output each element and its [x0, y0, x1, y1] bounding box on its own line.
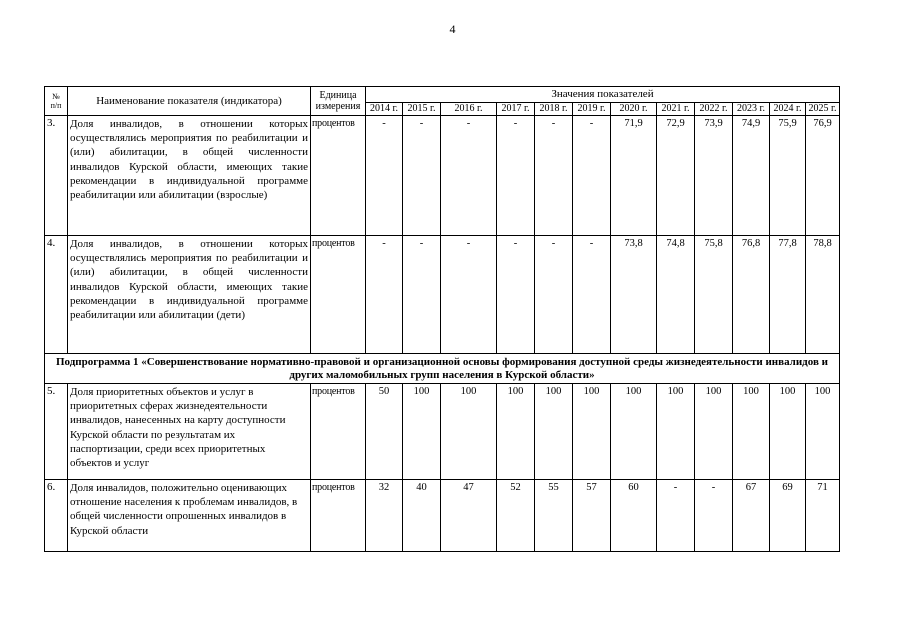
value-cell: 100 — [441, 384, 497, 480]
value-cell: - — [573, 236, 611, 354]
header-unit: Единица измерения — [311, 87, 366, 116]
header-year: 2025 г. — [806, 103, 840, 116]
value-cell: 72,9 — [657, 116, 695, 236]
indicators-table — [44, 86, 840, 552]
page-number: 4 — [449, 22, 456, 36]
value-cell: 55 — [535, 480, 573, 552]
header-num — [45, 87, 68, 116]
unit-cell: процентов — [311, 384, 366, 480]
header-year: 2016 г. — [441, 103, 497, 116]
value-cell: - — [535, 236, 573, 354]
value-cell: 100 — [573, 384, 611, 480]
value-cell: 67 — [733, 480, 770, 552]
header-year: 2018 г. — [535, 103, 573, 116]
value-cell: - — [657, 480, 695, 552]
header-year: 2015 г. — [403, 103, 441, 116]
value-cell: 57 — [573, 480, 611, 552]
subprogram-title: Подпрограмма 1 «Совершенствование нормативно-правовой и организационной основы формирования доступной среды жизнедеятельности инвалидов и других маломобильных групп населения в Курской области» — [45, 354, 840, 384]
unit-cell: процентов — [311, 480, 366, 552]
header-year: 2017 г. — [497, 103, 535, 116]
header-year: 2023 г. — [733, 103, 770, 116]
value-cell: 74,9 — [733, 116, 770, 236]
value-cell: - — [441, 236, 497, 354]
value-cell: 77,8 — [770, 236, 806, 354]
header-year: 2014 г. — [366, 103, 403, 116]
value-cell: 74,8 — [657, 236, 695, 354]
value-cell: 73,9 — [695, 116, 733, 236]
unit-cell: процентов — [311, 236, 366, 354]
value-cell: 52 — [497, 480, 535, 552]
table-row — [45, 116, 840, 236]
indicator-name: Доля приоритетных объектов и услуг в приоритетных сферах жизнедеятельности инвалидов, нанесенных на карту доступности Курской области по результатам их паспортизации, среди всех приоритетных объектов и услуг — [68, 384, 311, 480]
value-cell: 100 — [535, 384, 573, 480]
value-cell: - — [497, 116, 535, 236]
value-cell: 100 — [695, 384, 733, 480]
unit-cell: процентов — [311, 116, 366, 236]
value-cell: 32 — [366, 480, 403, 552]
header-name: Наименование показателя (индикатора) — [68, 87, 311, 116]
value-cell: - — [366, 116, 403, 236]
value-cell: - — [441, 116, 497, 236]
table-row — [45, 384, 840, 480]
value-cell: - — [366, 236, 403, 354]
value-cell: 78,8 — [806, 236, 840, 354]
header-year: 2021 г. — [657, 103, 695, 116]
table-row — [45, 480, 840, 552]
indicator-name: Доля инвалидов, положительно оценивающих отношение населения к проблемам инвалидов, в общей численности опрошенных инвалидов в Курской области — [68, 480, 311, 552]
table-row — [45, 236, 840, 354]
header-year: 2024 г. — [770, 103, 806, 116]
value-cell: 73,8 — [611, 236, 657, 354]
row-number: 3. — [45, 116, 68, 236]
value-cell: 100 — [611, 384, 657, 480]
value-cell: 100 — [806, 384, 840, 480]
header-num-label: № п/п — [50, 92, 62, 110]
header-values: Значения показателей — [366, 87, 840, 103]
indicator-name: Доля инвалидов, в отношении которых осуществлялись мероприятия по реабилитации и (или) абилитации, в общей численности инвалидов Курской области, имеющих такие рекомендации в индивидуальной программе реабилитации или абилитации (дети) — [68, 236, 311, 354]
value-cell: 100 — [497, 384, 535, 480]
value-cell: - — [403, 236, 441, 354]
value-cell: 60 — [611, 480, 657, 552]
row-number: 6. — [45, 480, 68, 552]
row-number: 4. — [45, 236, 68, 354]
value-cell: 75,8 — [695, 236, 733, 354]
value-cell: 76,8 — [733, 236, 770, 354]
subprogram-row — [45, 354, 840, 384]
value-cell: 100 — [733, 384, 770, 480]
value-cell: - — [403, 116, 441, 236]
value-cell: 71 — [806, 480, 840, 552]
value-cell: - — [497, 236, 535, 354]
indicator-name: Доля инвалидов, в отношении которых осуществлялись мероприятия по реабилитации и (или) абилитации, в общей численности инвалидов Курской области, имеющих такие рекомендации в индивидуальной программе реабилитации или абилитации (взрослые) — [68, 116, 311, 236]
value-cell: 100 — [770, 384, 806, 480]
value-cell: - — [695, 480, 733, 552]
header-year: 2019 г. — [573, 103, 611, 116]
value-cell: - — [573, 116, 611, 236]
value-cell: 100 — [403, 384, 441, 480]
value-cell: 100 — [657, 384, 695, 480]
value-cell: 71,9 — [611, 116, 657, 236]
value-cell: 50 — [366, 384, 403, 480]
row-number: 5. — [45, 384, 68, 480]
value-cell: - — [535, 116, 573, 236]
value-cell: 47 — [441, 480, 497, 552]
header-year: 2020 г. — [611, 103, 657, 116]
value-cell: 40 — [403, 480, 441, 552]
value-cell: 76,9 — [806, 116, 840, 236]
value-cell: 75,9 — [770, 116, 806, 236]
header-year: 2022 г. — [695, 103, 733, 116]
value-cell: 69 — [770, 480, 806, 552]
